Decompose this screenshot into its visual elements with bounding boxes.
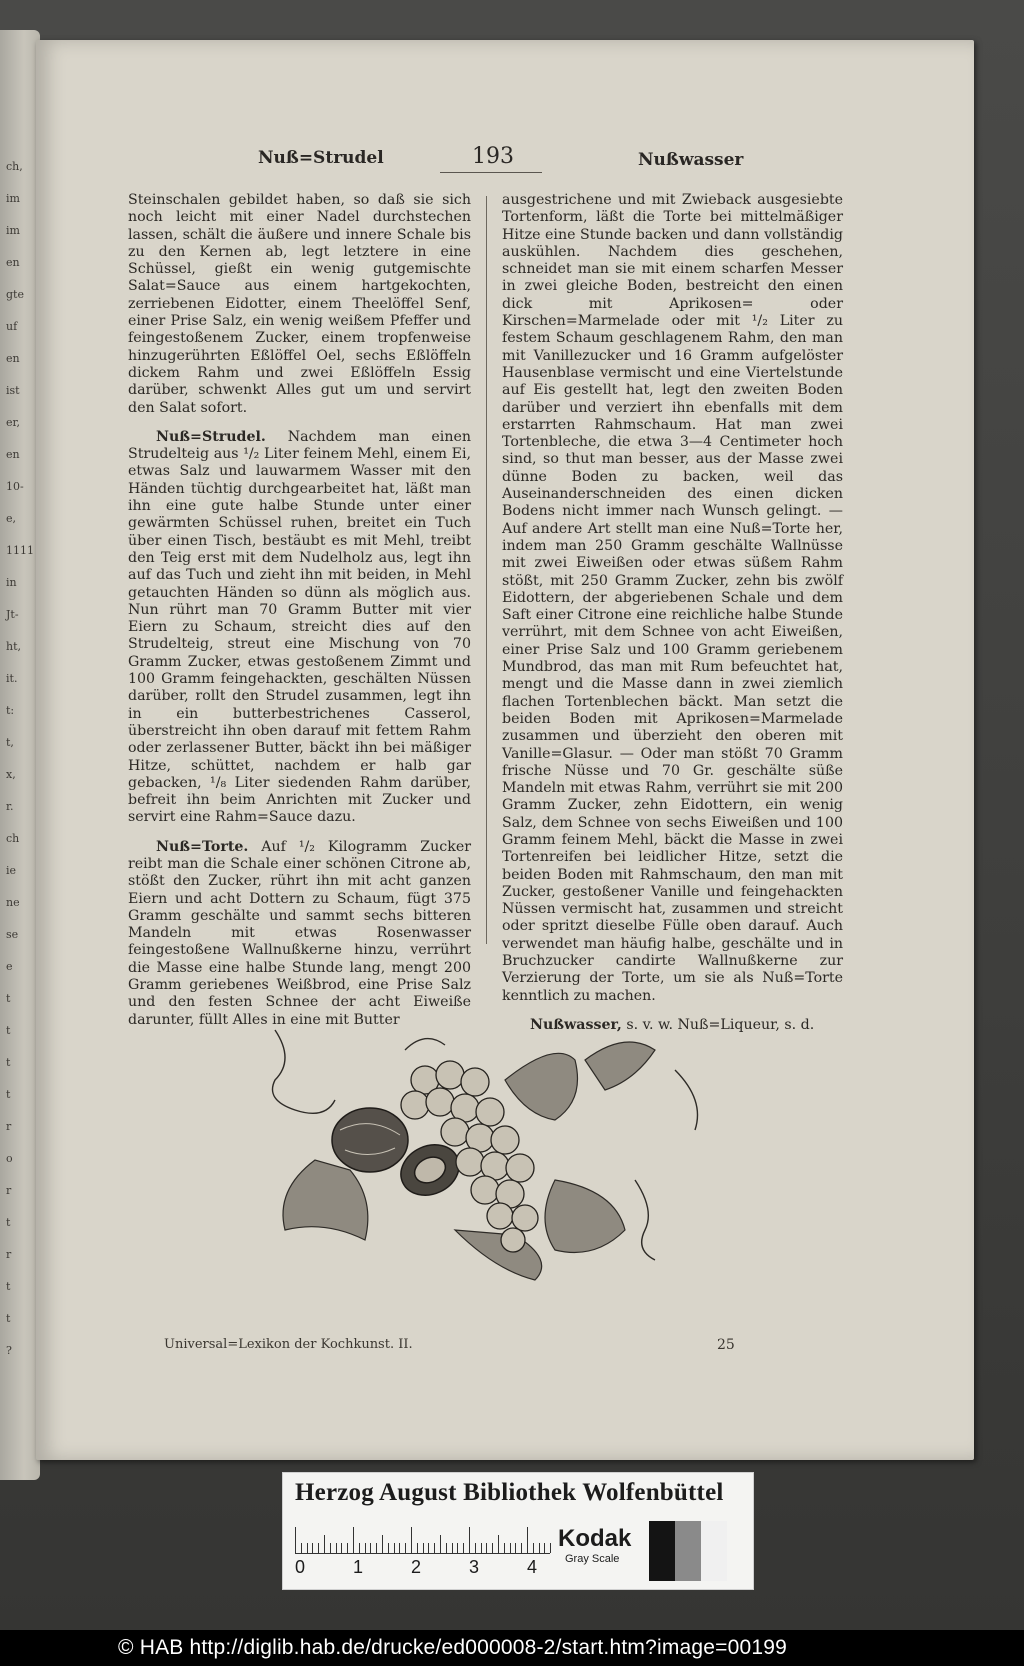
adjacent-page-text-fragment: ist [6,384,20,397]
adjacent-page-text-fragment: r [6,1184,12,1197]
ruler-number: 4 [527,1557,538,1577]
ruler-tick [312,1543,313,1553]
page-header [0,144,1024,178]
gray-swatch-mid [675,1521,701,1581]
text-column-right [502,192,843,1046]
ruler-tick [544,1543,545,1553]
adjacent-page-text-fragment: t [6,1216,11,1229]
adjacent-page-text-fragment: o [6,1152,13,1165]
adjacent-page-text-fragment: it. [6,672,18,685]
text-column-left [128,192,471,1041]
adjacent-page-text-fragment: t, [6,736,14,749]
adjacent-page-text-fragment: ht, [6,640,22,653]
ruler-tick [498,1535,499,1553]
institution-label: Herzog August Bibliothek Wolfenbüttel [295,1479,724,1506]
paragraph [128,192,471,417]
ruler-tick [446,1543,447,1553]
ruler-tick [301,1543,302,1553]
adjacent-page-text-fragment: t [6,1280,11,1293]
footer-signature: Universal=Lexikon der Kochkunst. II. [164,1337,413,1352]
ruler-tick [457,1543,458,1553]
adjacent-page-text-fragment: gte [6,288,24,301]
ruler-tick [353,1527,354,1553]
entry-nuss-torte [128,839,471,1029]
paragraph-text: ausgestrichene und mit Zwieback ausgesiebte Tortenform, läßt die Torte bei mittelmäßiger Hitze eine Stunde backen und dann vollständig auskühlen. Nachdem dies geschehen, schneidet man sie mit einem scharfen Messer in zwei gleiche Boden, bestreicht den einen dick mit Aprikosen= oder Kirschen=Marmelade oder mit ¹/₂ Liter zu festem Schaum geschlagenem Rahm, den man mit Vanillezucker und 16 Gramm aufgelöster Hausenblase vermischt und eine Viertelstunde auf Eis gestellt hat, legt den zweiten Boden darüber und verziert ihn ebenfalls mit dem erstarrten Rahmschaum. Hat man zwei Tortenbleche, die etwa 3—4 Centimeter hoch sind, so thut man besser, aus der Masse zwei dünne Boden zu backen, weil das Auseinanderschneiden des einen dicken Bodens nicht immer nach Wunsch gelingt. — Auf andere Art stellt man eine Nuß=Torte her, indem man 250 Gramm geschälte Wallnüsse mit zwei Eiweißen oder etwas süßem Rahm stößt, mit 250 Gramm Zucker, zehn bis zwölf Eidottern, der abgeriebenen Schale und dem Saft einer Citrone eine reichliche halbe Stunde verrührt, mit dem Schnee von acht Eiweißen, einer Prise Salz und 100 Gramm geriebenem Mundbrod, das man mit Rum befeuchtet hat, mengt und die Masse dann in zwei ziemlich flachen Tortenblechen bäckt. Man setzt die beiden Boden mit Aprikosen=Marmelade zusammen und überzieht den oberen mit Vanille=Glasur. — Oder man stößt 70 Gramm frische Nüsse und 70 Gr. geschälte süße Mandeln mit etwas Rahm, verrührt sie mit 200 Gramm Zucker, zehn Eidottern, ein wenig Salz, dem Schnee von sechs Eiweißen und 100 Gramm feinem Mehl, bäckt die Masse in zwei Tortenreifen bei leidlicher Hitze, setzt die beiden Boden mit Rahmschaum, den man mit Zucker, gestoßener Vanille und feingehackten Nüssen vermischt hat, zusammen und streicht oder spritzt dieselbe Fülle oben darauf. Auch verwendet man häufig halbe, geschälte und in Bruchzucker candirte Wallnußkerne zur Verzierung der Torte, um sie als Nuß=Torte kenntlich zu machen. [502,192,843,1004]
adjacent-page-text-fragment: se [6,928,19,941]
ruler-tick [405,1543,406,1553]
grape-walnut-vignette [255,1020,755,1310]
ruler-tick [341,1543,342,1553]
ruler-number: 3 [469,1557,480,1577]
adjacent-page-text-fragment: en [6,256,20,269]
ruler-tick [394,1543,395,1553]
adjacent-page-text-fragment: ch [6,832,20,845]
ruler-tick [399,1543,400,1553]
ruler-number: 1 [353,1557,364,1577]
adjacent-page-text-fragment: er, [6,416,21,429]
adjacent-page-text-fragment: im [6,224,20,237]
adjacent-page-text-fragment: t [6,1088,11,1101]
ruler-number: 0 [295,1557,306,1577]
adjacent-page-text-fragment: uf [6,320,18,333]
ruler-tick [504,1543,505,1553]
entry-text: Nachdem man einen Strudelteig aus ¹/₂ Liter feinem Mehl, einem Ei, etwas Salz und lauwarmem Wasser mit den Händen tüchtig durchgearbeitet hat, läßt man ihn eine gute halbe Stunde unter einer gewärmten Schüssel ruhen, breitet ein Tuch über einen Tisch, bestäubt es mit Mehl, treibt den Teig erst mit dem Nudelholz aus, legt ihn auf das Tuch und zieht ihn mit beiden, in Mehl getauchten Händen so dünn als möglich aus. Nun rührt man 70 Gramm Butter mit vier Eiern zu Schaum, streicht dies auf den Strudelteig, streut eine Mischung von 70 Gramm Zucker, etwas gestoßenem Zimmt und 100 Gramm feingehackten, geschälten Nüssen darüber, rollt den Strudel zusammen, legt ihn in ein butterbestrichenes Casserol, überstreicht ihn oben darauf mit fettem Rahm oder zerlassener Butter, bäckt ihn bei mäßiger Hitze, schüttet, nachdem er halb gar gebacken, ¹/₈ Liter siedenden Rahm darüber, befreit ihn beim Anrichten mit Zucker und servirt eine Rahm=Sauce dazu. [128,428,471,826]
color-calibration-bar [282,1472,754,1590]
ruler-tick [521,1543,522,1553]
adjacent-page-text-fragment: x, [6,768,16,781]
centimeter-ruler [295,1523,550,1554]
ruler-tick [527,1527,528,1553]
ruler-tick [515,1543,516,1553]
ruler-tick [492,1543,493,1553]
adjacent-page-text-fragment: ne [6,896,20,909]
column-divider [486,196,487,944]
ruler-tick [388,1543,389,1553]
ruler-tick [452,1543,453,1553]
paragraph-text: Steinschalen gebildet haben, so daß sie sich noch leicht mit einer Nadel durchstechen lassen, schält die äußere und innere Schale bis zu den Kernen ab, legt letztere in eine Schüssel, gießt ein wenig gutgemischte Salat=Sauce aus einem hartgekochten, zerriebenen Eidotter, einem Theelöffel Senf, einer Prise Salz, ein wenig weißem Pfeffer und feingestoßenem Zucker, einem tropfenweise hinzugerührten Eßlöffel Oel, sechs Eßlöffeln dickem Rahm und zwei Eßlöffeln Essig darüber, schwenkt Alles gut um und servirt den Salat sofort. [128,192,471,416]
ruler-tick [417,1543,418,1553]
footer-signature-number: 25 [717,1337,735,1353]
adjacent-page-text-fragment: ch, [6,160,23,173]
ruler-tick [428,1543,429,1553]
adjacent-page-text-fragment: r. [6,800,14,813]
header-right-keyword: Nußwasser [638,150,744,170]
adjacent-page-text-fragment: en [6,448,20,461]
adjacent-page-text-fragment: en [6,352,20,365]
gray-swatch-white [701,1521,727,1581]
ruler-tick [475,1543,476,1553]
ruler-tick [411,1527,412,1553]
ruler-tick [434,1543,435,1553]
adjacent-page-text-fragment: r [6,1120,12,1133]
header-left-keyword: Nuß=Strudel [258,148,384,168]
adjacent-page-text-fragment: t [6,1312,11,1325]
ruler-tick [347,1543,348,1553]
ruler-tick [370,1543,371,1553]
ruler-tick [295,1527,296,1553]
ruler-tick [539,1543,540,1553]
ruler-tick [330,1543,331,1553]
ruler-number: 2 [411,1557,422,1577]
ruler-tick [365,1543,366,1553]
ruler-tick [359,1543,360,1553]
ruler-tick [423,1543,424,1553]
ruler-tick [486,1543,487,1553]
ruler-tick [481,1543,482,1553]
entry-text: Auf ¹/₂ Kilogramm Zucker reibt man die Schale einer schönen Citrone ab, stößt den Zucker, rührt ihn mit acht ganzen Eiern und acht Dottern zu Schaum, fügt 375 Gramm geschälte und sammt sechs bitteren Mandeln mit etwas Rosenwasser feingestoßene Wallnußkerne hinzu, verrührt die Masse eine halbe Stunde lang, mengt 200 Gramm geriebenes Weißbrod, eine Prise Salz und den festen Schnee der acht Eiweiße darunter, füllt Alles in eine mit Butter [128,838,472,1028]
adjacent-page-text-fragment: t [6,1056,11,1069]
ruler-tick [469,1527,470,1553]
adjacent-page-text-fragment: r [6,1248,12,1261]
header-rule [440,172,542,173]
paragraph [502,192,843,1005]
adjacent-page-text-fragment: 1111 [6,544,34,557]
entry-heading: Nuß=Torte. [156,838,249,855]
gray-scale-label: Gray Scale [565,1553,620,1565]
adjacent-page-edge [0,30,40,1480]
ruler-tick [533,1543,534,1553]
kodak-logo: Kodak [558,1525,632,1552]
ruler-tick [324,1535,325,1553]
entry-heading: Nußwasser, [530,1016,622,1033]
adjacent-page-text-fragment: t [6,1024,11,1037]
ruler-tick [382,1535,383,1553]
adjacent-page-text-fragment: t: [6,704,15,717]
entry-nuss-strudel [128,429,471,827]
adjacent-page-text-fragment: ? [6,1344,12,1357]
ruler-tick [463,1543,464,1553]
adjacent-page-text-fragment: Jt- [6,608,19,621]
adjacent-page-text-fragment: e [6,960,13,973]
ruler-tick [307,1543,308,1553]
ruler-tick [336,1543,337,1553]
ruler-tick [376,1543,377,1553]
entry-text: s. v. w. Nuß=Liqueur, s. d. [626,1016,815,1033]
copyright-url: © HAB http://diglib.hab.de/drucke/ed000008-2/start.htm?image=00199 [118,1636,788,1659]
ruler-tick [510,1543,511,1553]
adjacent-page-text-fragment: im [6,192,20,205]
ruler-tick [550,1543,551,1553]
ruler-tick [318,1543,319,1553]
adjacent-page-text-fragment: in [6,576,17,589]
adjacent-page-text-fragment: ie [6,864,17,877]
page-number: 193 [472,144,514,169]
gray-swatch-black [649,1521,675,1581]
adjacent-page-text-fragment: 10- [6,480,24,493]
adjacent-page-text-fragment: e, [6,512,17,525]
adjacent-page-text-fragment: t [6,992,11,1005]
ruler-tick [440,1535,441,1553]
entry-heading: Nuß=Strudel. [156,428,266,445]
